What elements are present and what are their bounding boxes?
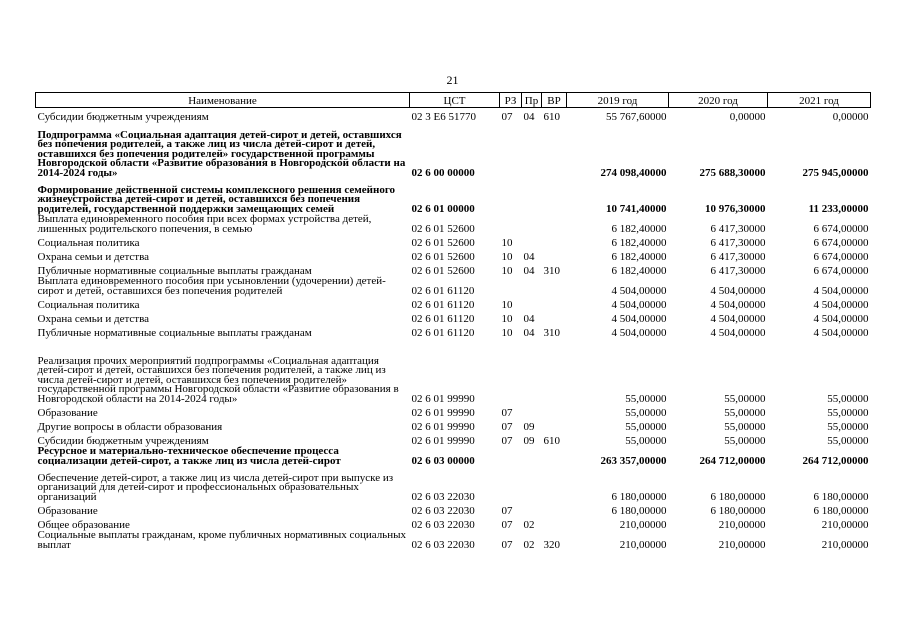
header-pr: Пр: [522, 93, 542, 108]
row-2019: 4 504,00000: [611, 312, 667, 325]
row-name: Выплата единовременного пособия при всех формах устройства детей, лишенных родительского попечения, в семью: [37, 213, 372, 235]
row-name: Образование: [37, 504, 98, 517]
row-rz: 07: [501, 110, 513, 123]
row-2020: 4 504,00000: [710, 284, 766, 297]
row-name: Обеспечение детей-сирот, а также лиц из числа детей-сирот при выпуске из организаций для детей-сирот и профессиональных образовательных организаций: [37, 471, 394, 503]
row-cst: 02 6 01 52600: [411, 222, 475, 235]
row-2021: 55,00000: [827, 406, 869, 419]
row-cst: 02 6 03 22030: [411, 538, 475, 551]
table-header-row: [36, 93, 871, 108]
table-row: [36, 234, 871, 248]
row-vr: [542, 296, 567, 310]
row-vr: [542, 122, 567, 178]
row-rz: 10: [501, 326, 513, 339]
row-2020: 55,00000: [724, 434, 766, 447]
row-pr: [522, 404, 542, 418]
row-2020: 275 688,30000: [699, 166, 766, 179]
row-vr: [542, 404, 567, 418]
row-pr: 09: [523, 434, 535, 447]
row-rz: [500, 446, 522, 466]
table-row: [36, 122, 871, 178]
row-2020: 6 180,00000: [710, 490, 766, 503]
row-2021: 0,00000: [832, 110, 869, 123]
table-row: [36, 446, 871, 466]
row-vr: 610: [543, 434, 560, 447]
row-vr: 310: [543, 326, 560, 339]
row-2020: 4 504,00000: [710, 326, 766, 339]
row-pr: [522, 178, 542, 214]
row-vr: [542, 178, 567, 214]
row-rz: 10: [501, 312, 513, 325]
row-pr: [522, 234, 542, 248]
row-2019: 55,00000: [625, 434, 667, 447]
row-2019: 55 767,60000: [606, 110, 667, 123]
row-2020: 6 417,30000: [710, 236, 766, 249]
row-2020: 6 417,30000: [710, 264, 766, 277]
row-cst: 02 6 01 99990: [411, 434, 475, 447]
row-2021: 11 233,00000: [808, 202, 869, 215]
row-pr: 04: [523, 250, 535, 263]
row-2019: 210,00000: [619, 518, 667, 531]
row-2019: 210,00000: [619, 538, 667, 551]
row-pr: [522, 276, 542, 296]
table-row: [36, 324, 871, 338]
row-2020: 210,00000: [718, 538, 766, 551]
row-2020: 0,00000: [729, 110, 766, 123]
row-2021: 6 674,00000: [813, 264, 869, 277]
row-rz: 10: [501, 236, 513, 249]
table-row: [36, 248, 871, 262]
row-name: Охрана семьи и детства: [37, 312, 150, 325]
header-cst: ЦСТ: [410, 93, 500, 108]
table-row: [36, 338, 871, 404]
row-2019: 6 182,40000: [611, 236, 667, 249]
table-row: [36, 502, 871, 516]
row-2020: 55,00000: [724, 420, 766, 433]
row-rz: 10: [501, 250, 513, 263]
row-cst: 02 6 01 61120: [411, 312, 475, 325]
table-row: [36, 262, 871, 276]
row-pr: 04: [523, 326, 535, 339]
row-vr: [542, 502, 567, 516]
row-2021: 4 504,00000: [813, 312, 869, 325]
row-2021: 4 504,00000: [813, 284, 869, 297]
table-row: [36, 214, 871, 234]
row-name: Социальные выплаты гражданам, кроме публичных нормативных социальных выплат: [37, 529, 406, 551]
row-rz: 07: [501, 406, 513, 419]
row-2019: 6 182,40000: [611, 222, 667, 235]
table-row: [36, 108, 871, 123]
row-name: Выплата единовременного пособия при усыновлении (удочерении) детей-сирот и детей, оставшихся без попечения родителей: [37, 275, 386, 297]
row-rz: [500, 122, 522, 178]
row-2019: 55,00000: [625, 392, 667, 405]
row-pr: [522, 214, 542, 234]
row-name: Охрана семьи и детства: [37, 250, 150, 263]
row-cst: 02 6 03 22030: [411, 504, 475, 517]
row-vr: [542, 310, 567, 324]
row-pr: [522, 446, 542, 466]
row-2020: 6 417,30000: [710, 250, 766, 263]
row-pr: 04: [523, 110, 535, 123]
row-vr: [542, 214, 567, 234]
row-2020: 264 712,00000: [699, 454, 766, 467]
row-vr: [542, 248, 567, 262]
row-rz: 07: [501, 538, 513, 551]
row-2019: 6 180,00000: [611, 504, 667, 517]
row-pr: 04: [523, 312, 535, 325]
row-vr: [542, 516, 567, 530]
header-2019: 2019 год: [567, 93, 669, 108]
row-name: Субсидии бюджетным учреждениям: [37, 434, 209, 447]
row-cst: 02 6 01 52600: [411, 236, 475, 249]
row-pr: [522, 502, 542, 516]
row-2021: 210,00000: [821, 538, 869, 551]
row-cst: 02 6 03 22030: [411, 518, 475, 531]
row-rz: 07: [501, 420, 513, 433]
row-cst: 02 6 01 61120: [411, 298, 475, 311]
row-vr: 610: [543, 110, 560, 123]
row-cst: 02 6 01 99990: [411, 406, 475, 419]
header-name: Наименование: [36, 93, 410, 108]
row-vr: [542, 418, 567, 432]
row-2020: 4 504,00000: [710, 298, 766, 311]
row-rz: 07: [501, 518, 513, 531]
table-row: [36, 404, 871, 418]
table-row: [36, 516, 871, 530]
row-rz: [500, 178, 522, 214]
row-2021: 4 504,00000: [813, 326, 869, 339]
row-pr: [522, 338, 542, 404]
row-2019: 10 741,40000: [606, 202, 667, 215]
row-cst: 02 6 00 00000: [411, 166, 475, 179]
row-vr: [542, 234, 567, 248]
table-body: [36, 108, 871, 551]
row-vr: 310: [543, 264, 560, 277]
row-2021: 4 504,00000: [813, 298, 869, 311]
row-2019: 4 504,00000: [611, 326, 667, 339]
row-2021: 55,00000: [827, 434, 869, 447]
row-cst: 02 6 03 00000: [411, 454, 475, 467]
row-name: Другие вопросы в области образования: [37, 420, 223, 433]
row-cst: 02 6 01 61120: [411, 284, 475, 297]
row-vr: [542, 446, 567, 466]
row-rz: [500, 338, 522, 404]
row-cst: 02 6 01 00000: [411, 202, 475, 215]
row-name: Ресурсное и материально-техническое обеспечение процесса социализации детей-сирот, а также лиц из числа детей-сирот: [37, 445, 341, 467]
row-2021: 6 674,00000: [813, 250, 869, 263]
row-2021: 6 180,00000: [813, 504, 869, 517]
row-2021: 55,00000: [827, 392, 869, 405]
row-2021: 6 180,00000: [813, 490, 869, 503]
row-name: Субсидии бюджетным учреждениям: [37, 110, 209, 123]
row-2021: 264 712,00000: [802, 454, 869, 467]
table-row: [36, 310, 871, 324]
row-name: Реализация прочих мероприятий подпрограммы «Социальная адаптация детей-сирот и детей, оставшихся без попечения родителей, а также лиц из числа детей-сирот и детей, оставшихся без попечения родителей» государственной программы Новгородской области «Развитие образования в Новгородской области на 2014-2024 годы»: [37, 354, 399, 405]
row-pr: 02: [523, 518, 535, 531]
row-pr: 02: [523, 538, 535, 551]
row-cst: 02 6 01 99990: [411, 392, 475, 405]
row-vr: [542, 338, 567, 404]
row-name: Формирование действенной системы комплексного решения семейного жизнеустройства детей-сирот и детей, оставшихся без попечения родителей, государственной поддержки замещающих семей: [37, 183, 396, 215]
row-2021: 6 674,00000: [813, 236, 869, 249]
row-2021: 275 945,00000: [802, 166, 869, 179]
row-rz: [500, 466, 522, 502]
row-name: Публичные нормативные социальные выплаты гражданам: [37, 326, 312, 339]
row-pr: 04: [523, 264, 535, 277]
table-row: [36, 466, 871, 502]
table-row: [36, 296, 871, 310]
row-2020: 6 180,00000: [710, 504, 766, 517]
header-2020: 2020 год: [669, 93, 768, 108]
row-name: Социальная политика: [37, 236, 140, 249]
page-number: 21: [446, 73, 459, 87]
row-2019: 274 098,40000: [600, 166, 667, 179]
row-2021: 55,00000: [827, 420, 869, 433]
budget-table: [35, 92, 871, 550]
row-pr: [522, 122, 542, 178]
row-2019: 55,00000: [625, 406, 667, 419]
row-name: Публичные нормативные социальные выплаты гражданам: [37, 264, 312, 277]
row-name: Общее образование: [37, 518, 130, 531]
header-vr: ВР: [542, 93, 567, 108]
row-name: Образование: [37, 406, 98, 419]
row-cst: 02 6 01 52600: [411, 264, 475, 277]
row-rz: 07: [501, 434, 513, 447]
row-vr: 320: [543, 538, 560, 551]
row-vr: [542, 276, 567, 296]
row-rz: [500, 214, 522, 234]
row-cst: 02 6 01 52600: [411, 250, 475, 263]
row-cst: 02 3 E6 51770: [411, 110, 476, 123]
header-rz: РЗ: [500, 93, 522, 108]
row-2021: 6 674,00000: [813, 222, 869, 235]
row-cst: 02 6 03 22030: [411, 490, 475, 503]
row-2020: 55,00000: [724, 406, 766, 419]
row-pr: [522, 296, 542, 310]
row-pr: [522, 466, 542, 502]
header-2021: 2021 год: [768, 93, 871, 108]
row-rz: [500, 276, 522, 296]
row-2020: 10 976,30000: [705, 202, 766, 215]
table-row: [36, 418, 871, 432]
table-row: [36, 530, 871, 550]
row-2019: 55,00000: [625, 420, 667, 433]
row-rz: 10: [501, 264, 513, 277]
row-pr: 09: [523, 420, 535, 433]
row-2020: 210,00000: [718, 518, 766, 531]
row-name: Подпрограмма «Социальная адаптация детей-сирот и детей, оставшихся без попечения родителей, а также лиц из числа детей-сирот и детей, оставшихся без попечения родителей» государственной программы Новгородской области «Развитие образования в Новгородской области на 2014-2024 годы»: [37, 128, 406, 179]
row-2019: 4 504,00000: [611, 284, 667, 297]
row-2020: 55,00000: [724, 392, 766, 405]
row-2019: 263 357,00000: [600, 454, 667, 467]
row-2021: 210,00000: [821, 518, 869, 531]
row-vr: [542, 466, 567, 502]
row-2019: 6 182,40000: [611, 250, 667, 263]
row-rz: 07: [501, 504, 513, 517]
row-2019: 6 180,00000: [611, 490, 667, 503]
row-2020: 4 504,00000: [710, 312, 766, 325]
table-row: [36, 432, 871, 446]
row-2019: 4 504,00000: [611, 298, 667, 311]
row-2019: 6 182,40000: [611, 264, 667, 277]
table-row: [36, 178, 871, 214]
row-cst: 02 6 01 99990: [411, 420, 475, 433]
table-row: [36, 276, 871, 296]
row-cst: 02 6 01 61120: [411, 326, 475, 339]
row-name: Социальная политика: [37, 298, 140, 311]
row-2020: 6 417,30000: [710, 222, 766, 235]
row-rz: 10: [501, 298, 513, 311]
